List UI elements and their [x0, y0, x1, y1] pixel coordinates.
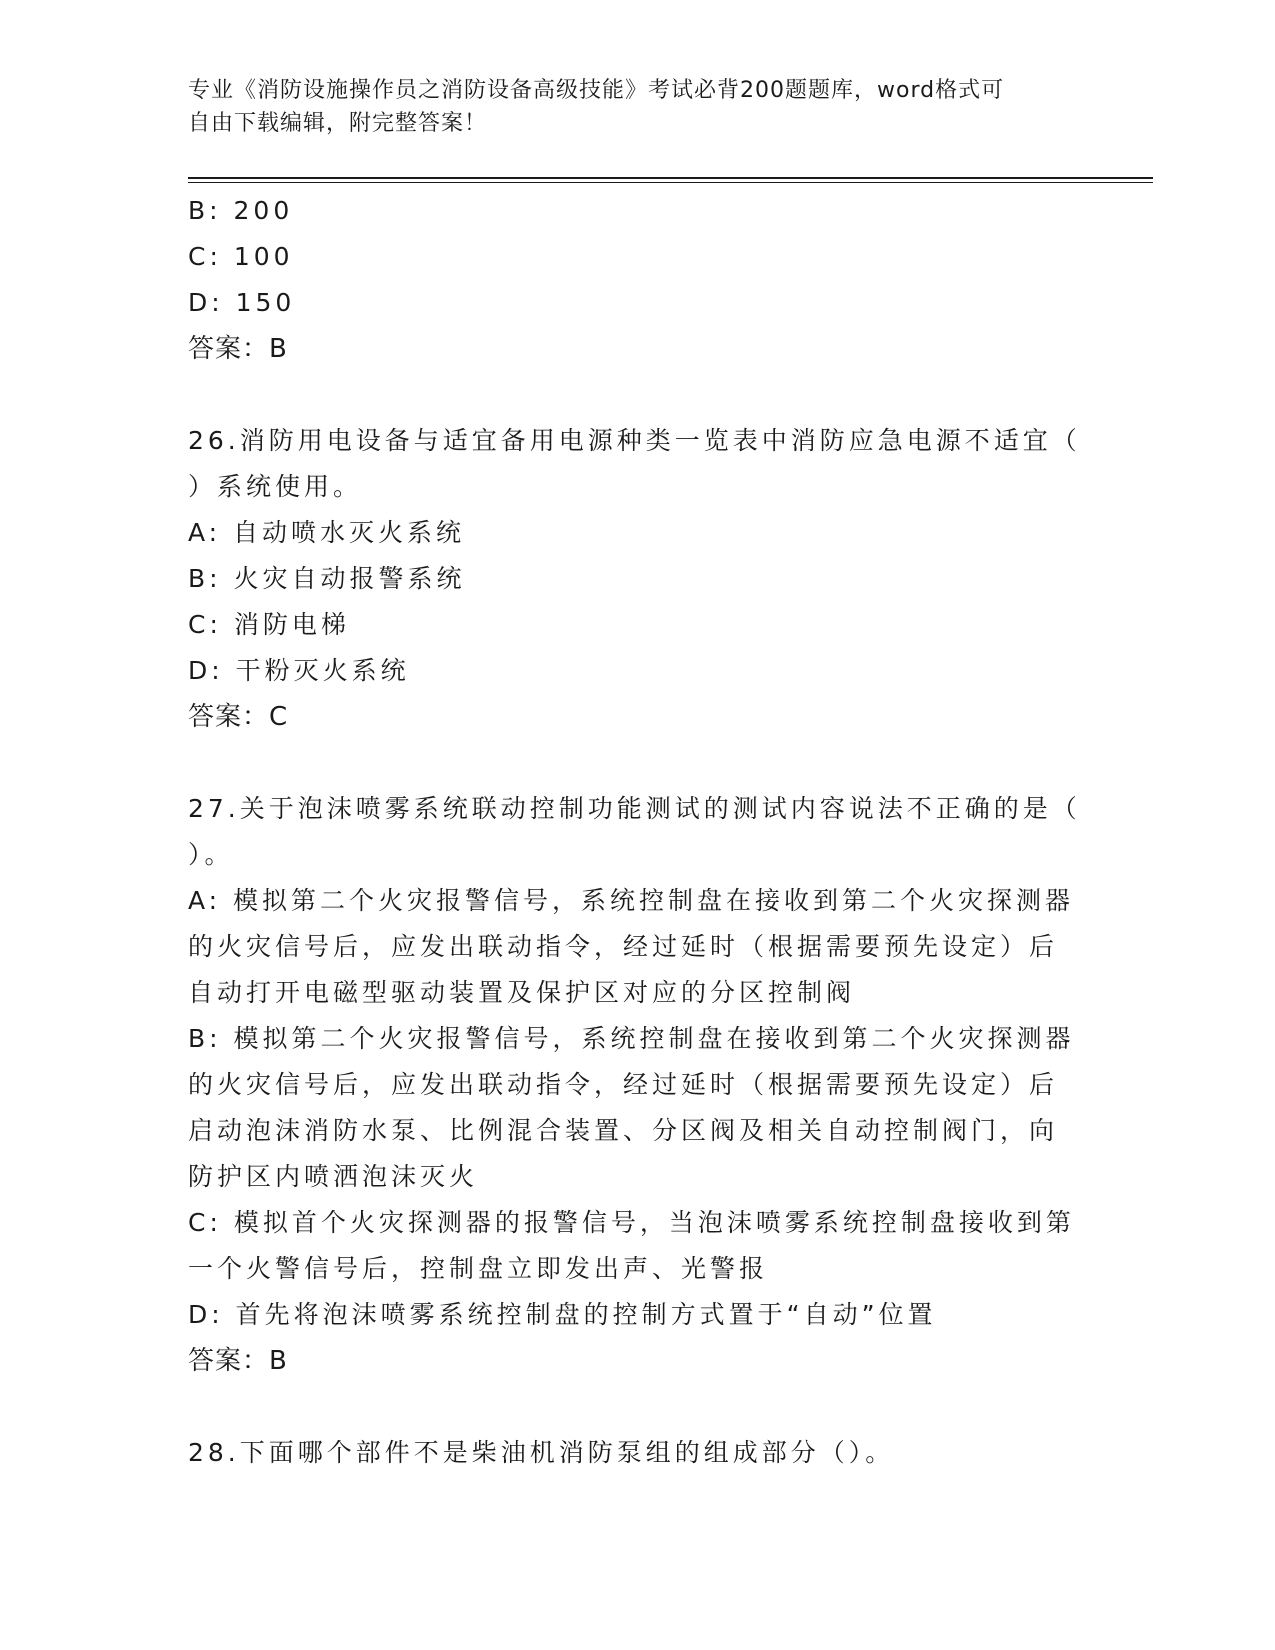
option-b: B: 200 — [188, 196, 294, 225]
question-27 — [188, 786, 1088, 1384]
option-c-line-1: C: 模拟首个火灾探测器的报警信号，当泡沫喷雾系统控制盘接收到第 — [188, 1208, 1075, 1237]
spacer — [188, 1384, 1088, 1430]
answer: 答案：B — [188, 1346, 288, 1376]
header-line-1: 专业《消防设施操作员之消防设备高级技能》考试必背200题题库，word格式可 — [188, 78, 1005, 103]
option-b-line-4: 防护区内喷洒泡沫灭火 — [188, 1162, 479, 1191]
option-b: B: 火灾自动报警系统 — [188, 564, 466, 593]
option-c: C: 消防电梯 — [188, 610, 350, 639]
option-d: D: 干粉灭火系统 — [188, 656, 410, 685]
question-stem-line-1: 28.下面哪个部件不是柴油机消防泵组的组成部分（）。 — [188, 1438, 895, 1467]
option-b-line-1: B: 模拟第二个火灾报警信号，系统控制盘在接收到第二个火灾探测器 — [188, 1024, 1075, 1053]
option-c: C: 100 — [188, 242, 294, 271]
answer: 答案：C — [188, 702, 289, 732]
question-stem-line-1: 27.关于泡沫喷雾系统联动控制功能测试的测试内容说法不正确的是（ — [188, 794, 1081, 823]
question-26 — [188, 418, 1088, 740]
option-d — [188, 1292, 1088, 1338]
option-c-line-2: 一个火警信号后，控制盘立即发出声、光警报 — [188, 1254, 769, 1283]
option-b — [188, 1016, 1088, 1200]
option-d: D: 150 — [188, 288, 296, 317]
option-a-line-2: 的火灾信号后，应发出联动指令，经过延时（根据需要预先设定）后 — [188, 932, 1059, 961]
option-a: A: 自动喷水灭火系统 — [188, 518, 466, 547]
question-stem-line-1: 26.消防用电设备与适宜备用电源种类一览表中消防应急电源不适宜（ — [188, 426, 1081, 455]
question-content — [188, 188, 1088, 1476]
question-25-tail — [188, 188, 1088, 372]
option-a — [188, 878, 1088, 1016]
answer: 答案：B — [188, 334, 288, 364]
header-line-2: 自由下载编辑，附完整答案！ — [188, 111, 488, 136]
question-stem-line-2: ）。 — [188, 840, 234, 869]
option-a-line-3: 自动打开电磁型驱动装置及保护区对应的分区控制阀 — [188, 978, 856, 1007]
header-divider-thin — [188, 182, 1153, 183]
page-header — [188, 74, 1088, 140]
question-stem-line-2: ）系统使用。 — [188, 472, 363, 501]
question-28 — [188, 1430, 1088, 1476]
option-d-line-1: D: 首先将泡沫喷雾系统控制盘的控制方式置于“自动”位置 — [188, 1300, 937, 1329]
header-divider-thick — [188, 177, 1153, 179]
option-a-line-1: A: 模拟第二个火灾报警信号，系统控制盘在接收到第二个火灾探测器 — [188, 886, 1075, 915]
spacer — [188, 740, 1088, 786]
option-b-line-3: 启动泡沫消防水泵、比例混合装置、分区阀及相关自动控制阀门，向 — [188, 1116, 1059, 1145]
option-c — [188, 1200, 1088, 1292]
option-b-line-2: 的火灾信号后，应发出联动指令，经过延时（根据需要预先设定）后 — [188, 1070, 1059, 1099]
spacer — [188, 372, 1088, 418]
